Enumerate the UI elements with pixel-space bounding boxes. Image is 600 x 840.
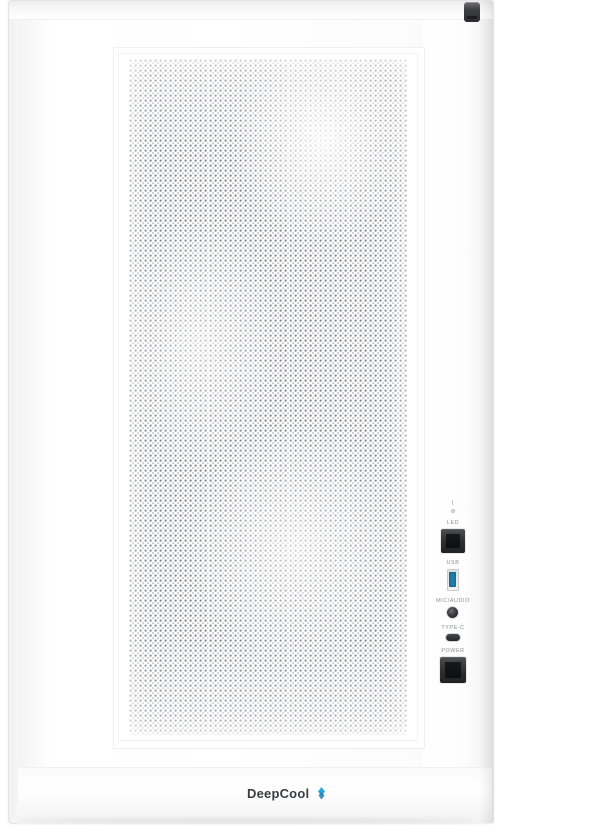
brand-name: DeepCool — [247, 786, 310, 801]
mesh-seam-line — [208, 59, 209, 735]
type-c-port-label: TYPE-C — [441, 625, 465, 631]
usb-port-group[interactable] — [447, 560, 460, 591]
usb-port-insert — [449, 572, 456, 587]
deepcool-logo-icon — [314, 786, 329, 801]
audio-jack-icon[interactable] — [447, 607, 458, 618]
power-button-group[interactable] — [440, 648, 466, 683]
audio-jack-group[interactable] — [436, 598, 470, 618]
mesh-seam-line — [289, 59, 290, 735]
brand-logo — [247, 786, 329, 801]
usb-port-icon[interactable] — [447, 569, 459, 591]
mesh-seam-line — [349, 59, 350, 735]
usb-port-label: USB — [446, 560, 460, 566]
led-button-group[interactable] — [441, 520, 465, 553]
front-mesh-panel — [129, 59, 407, 735]
case-right-side-edge — [479, 1, 493, 823]
top-thumbscrew-icon — [464, 2, 480, 22]
type-c-port-icon[interactable] — [446, 634, 460, 641]
power-button-label: POWER — [441, 648, 465, 654]
pc-case-body — [8, 0, 494, 824]
reset-button-label: | — [451, 500, 454, 506]
reset-button-group[interactable] — [451, 500, 455, 513]
case-top-cap — [9, 1, 493, 20]
case-drop-shadow — [18, 818, 474, 823]
led-button-icon[interactable] — [441, 529, 465, 553]
audio-jack-label: MIC/AUDIO — [436, 598, 470, 604]
front-bezel-left-rail — [18, 2, 114, 822]
front-io-panel — [424, 500, 482, 690]
reset-pinhole-icon[interactable] — [451, 509, 455, 513]
power-button-icon[interactable] — [440, 657, 466, 683]
led-button-label: LED — [446, 520, 460, 526]
type-c-port-group[interactable] — [441, 625, 464, 641]
